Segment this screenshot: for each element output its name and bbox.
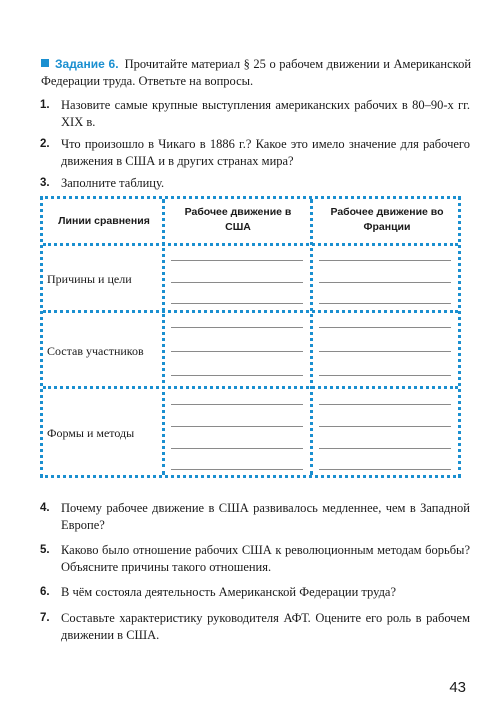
answer-line[interactable]: [171, 404, 303, 405]
answer-line[interactable]: [319, 375, 451, 376]
question-number: 5.: [40, 544, 50, 556]
question-5: [40, 542, 470, 576]
table-divider: [162, 199, 165, 475]
answer-line[interactable]: [171, 375, 303, 376]
table-header-criteria: Линии сравнения: [58, 215, 150, 227]
row-label-methods: Формы и методы: [47, 426, 135, 440]
question-number: 1.: [40, 99, 50, 111]
answer-line[interactable]: [319, 404, 451, 405]
question-text: Составьте характеристику руководителя АФТ. Оцените его роль в рабочем движении в США.: [61, 611, 470, 642]
question-number: 2.: [40, 138, 50, 150]
answer-line[interactable]: [171, 426, 303, 427]
question-text: В чём состояла деятельность Американской Федерации труда?: [61, 585, 397, 599]
answer-line[interactable]: [319, 327, 451, 328]
question-3: [40, 175, 470, 192]
answer-line[interactable]: [171, 282, 303, 283]
task-heading: [41, 56, 471, 90]
row-label-causes: Причины и цели: [47, 272, 132, 286]
answer-line[interactable]: [171, 448, 303, 449]
answer-line[interactable]: [319, 303, 451, 304]
answer-line[interactable]: [319, 282, 451, 283]
question-number: 7.: [40, 612, 50, 624]
table-header-usa: Рабочее движение в США: [184, 206, 292, 233]
question-text: Заполните таблицу.: [61, 176, 165, 190]
table-header-france: Рабочее движение во Франции: [330, 206, 444, 233]
answer-line[interactable]: [319, 448, 451, 449]
table-divider: [43, 310, 458, 313]
page-number: 43: [449, 679, 466, 696]
question-6: [40, 584, 470, 601]
question-text: Почему рабочее движение в США развивалось медленнее, чем в Западной Европе?: [61, 501, 470, 532]
answer-line[interactable]: [319, 469, 451, 470]
table-divider: [43, 386, 458, 389]
answer-line[interactable]: [319, 260, 451, 261]
question-number: 4.: [40, 502, 50, 514]
square-bullet-icon: [41, 59, 49, 67]
comparison-table: [40, 196, 461, 478]
question-text: Назовите самые крупные выступления американских рабочих в 80–90-х гг. XIX в.: [61, 98, 470, 129]
table-divider: [43, 243, 458, 246]
answer-line[interactable]: [171, 260, 303, 261]
question-1: [40, 97, 470, 131]
answer-line[interactable]: [319, 351, 451, 352]
answer-line[interactable]: [319, 426, 451, 427]
answer-line[interactable]: [171, 351, 303, 352]
question-number: 6.: [40, 586, 50, 598]
question-text: Каково было отношение рабочих США к революционным методам борьбы? Объясните причины такого отношения.: [61, 543, 470, 574]
row-label-participants: Состав участников: [47, 344, 144, 358]
question-4: [40, 500, 470, 534]
question-text: Что произошло в Чикаго в 1886 г.? Какое это имело значение для рабочего движения в США и в других странах мира?: [61, 137, 470, 168]
table-divider: [310, 199, 313, 475]
answer-line[interactable]: [171, 327, 303, 328]
answer-line[interactable]: [171, 303, 303, 304]
answer-line[interactable]: [171, 469, 303, 470]
task-instruction: Прочитайте материал § 25 о рабочем движении и Американской Федерации труда. Ответьте на вопросы.: [41, 57, 472, 88]
question-7: [40, 610, 470, 644]
task-label: Задание 6.: [55, 57, 119, 71]
question-2: [40, 136, 470, 170]
question-number: 3.: [40, 177, 50, 189]
